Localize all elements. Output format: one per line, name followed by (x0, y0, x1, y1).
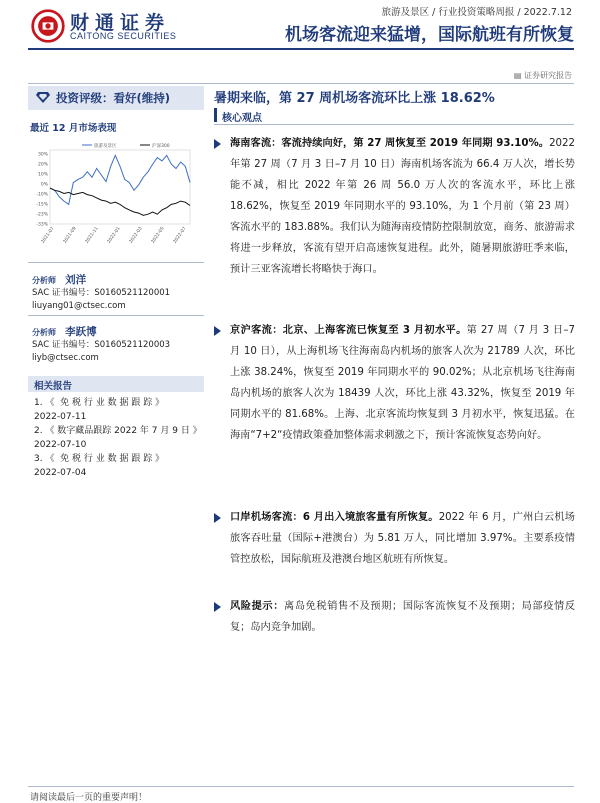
bullet-icon (214, 139, 221, 149)
chart-title: 最近 12 月市场表现 (30, 123, 117, 134)
related-report-date: 2022-07-10 (34, 440, 87, 450)
related-report-title[interactable]: 1. 《 免 税 行 业 数 据 跟 踪 》 (34, 398, 165, 408)
paragraph-lead: 京沪客流：北京、上海客流已恢复至 3 月初水平。 (230, 325, 467, 336)
x-tick-label: 2022-03 (128, 226, 144, 245)
chart-frame (50, 150, 190, 224)
report-type-label: ▤ 证券研究报告 (513, 71, 572, 80)
y-tick-label: 10% (37, 172, 48, 178)
related-report-title[interactable]: 2. 《 数字藏品跟踪 2022 年 7 月 9 日 》 (34, 426, 202, 436)
paragraph-lead: 口岸机场客流：6 月出入境旅客量有所恢复。 (230, 512, 439, 523)
footer-notice: 请阅读最后一页的重要声明！ (30, 793, 148, 803)
analyst-role: 分析师 (32, 276, 56, 285)
company-logo (30, 8, 66, 44)
legend-label: 旅游及景区 (94, 144, 117, 149)
analyst-sac: SAC 证书编号：S0160521120001 (32, 288, 171, 298)
logo-text-en: CAITONG SECURITIES (70, 31, 177, 41)
paragraph-body: 2022 年第 27 周（7 月 3 日–7 月 10 日）海南机场客流为 66.4 万人次，增长势能不减，相比 2022 年第 26 周 56.0 万人次的客流水平，环比上涨 18.62%，恢复至 2019 年同期水平的 93.10%，为 1 个月前（第 23 周）客流水平的 183.88%。我们认为随海南疫情防控限制放宽，商务、旅游需求将进一步释放，客流有望开启高速恢复进程。此外，随暑期旅游旺季来临，预计三亚客流增长将略快于海口。 (230, 138, 575, 275)
sub-divider (28, 83, 574, 84)
logo-text-cn: 财通证券 (70, 12, 171, 34)
x-tick-label: 2022-07 (172, 226, 188, 245)
paragraph-body: 离岛免税销售不及预期；国际客流恢复不及预期；局部疫情反复；岛内竞争加剧。 (230, 601, 576, 633)
diamond-icon (36, 91, 50, 104)
breadcrumb: 旅游及景区 / 行业投资策略周报 / 2022.7.12 (381, 7, 572, 18)
analyst-name: 李跃博 (65, 326, 97, 338)
series-line (50, 155, 190, 204)
bullet-icon (214, 326, 221, 336)
section-divider (28, 315, 204, 316)
core-label-bar (214, 108, 217, 122)
y-tick-label: 30% (37, 152, 48, 158)
bullet-icon (214, 513, 221, 523)
y-tick-label: -23% (36, 212, 48, 218)
related-reports-list (34, 396, 202, 480)
legend-label: 沪深300 (152, 144, 170, 149)
core-views-label: 核心观点 (222, 113, 262, 124)
y-tick-label: 0% (40, 182, 48, 188)
analyst-1 (32, 268, 170, 313)
x-tick-label: 2022-01 (106, 226, 122, 245)
x-tick-label: 2021-07 (40, 226, 56, 245)
y-tick-label: -10% (36, 192, 48, 198)
paragraph-body: 2022 年 6 月，广州白云机场旅客吞吐量（国际+港澳台）为 5.81 万人，同比增加 3.97%。主要系疫情管控放松，国际航班及港澳台地区航班有所恢复。 (230, 512, 575, 565)
bullet-icon (214, 602, 221, 612)
paragraph-risk (230, 596, 575, 638)
y-tick-label: 20% (37, 162, 48, 168)
related-report-title[interactable]: 3. 《 免 税 行 业 数 据 跟 踪 》 (34, 454, 165, 464)
analyst-email[interactable]: liuyang01@ctsec.com (32, 301, 126, 311)
analyst-2 (32, 320, 170, 365)
paragraph-body: 第 27 周（7 月 3 日–7 月 10 日），从上海机场飞往海南岛内机场的旅客人次为 21789 人次，环比上涨 38.24%，恢复至 2019 年同期水平的 90.02%；从北京机场飞往海南岛内机场的旅客人次为 18439 人次，环比上涨 43.32%，恢复至 2019 年同期水平的 81.68%。上海、北京客流均恢复到 3 月初水平，恢复迅猛。在海南“7+2“疫情政策叠加整体需求刺激之下，预计客流恢复态势向好。 (230, 325, 575, 441)
paragraph-beijing-shanghai (230, 320, 575, 446)
paragraph-hainan (230, 133, 575, 280)
paragraph-port-airport (230, 507, 575, 570)
x-tick-label: 2021-09 (62, 226, 78, 245)
analyst-role: 分析师 (32, 328, 56, 337)
analyst-sac: SAC 证书编号：S0160521120003 (32, 340, 171, 350)
section-divider (28, 262, 204, 263)
report-subtitle: 暑期来临，第 27 周机场客流环比上涨 18.62% (214, 91, 495, 106)
core-divider (214, 124, 574, 125)
market-performance-chart (30, 138, 198, 250)
paragraph-lead: 海南客流：客流持续向好，第 27 周恢复至 2019 年同期 93.10%。 (230, 138, 550, 149)
header-divider (28, 48, 574, 50)
related-report-date: 2022-07-04 (34, 468, 87, 478)
y-tick-label: -33% (36, 222, 48, 228)
paragraph-lead: 风险提示： (230, 601, 285, 612)
y-tick-label: -15% (36, 202, 48, 208)
x-tick-label: 2021-11 (84, 226, 100, 245)
investment-rating: 投资评级：看好(维持) (56, 91, 171, 105)
x-tick-label: 2022-05 (150, 226, 166, 245)
analyst-email[interactable]: liyb@ctsec.com (32, 353, 99, 363)
page-title: 机场客流迎来猛增，国际航班有所恢复 (285, 25, 574, 45)
related-report-date: 2022-07-11 (34, 412, 87, 422)
related-reports-title: 相关报告 (34, 381, 73, 392)
footer-divider (28, 786, 574, 787)
analyst-name: 刘洋 (65, 274, 87, 286)
